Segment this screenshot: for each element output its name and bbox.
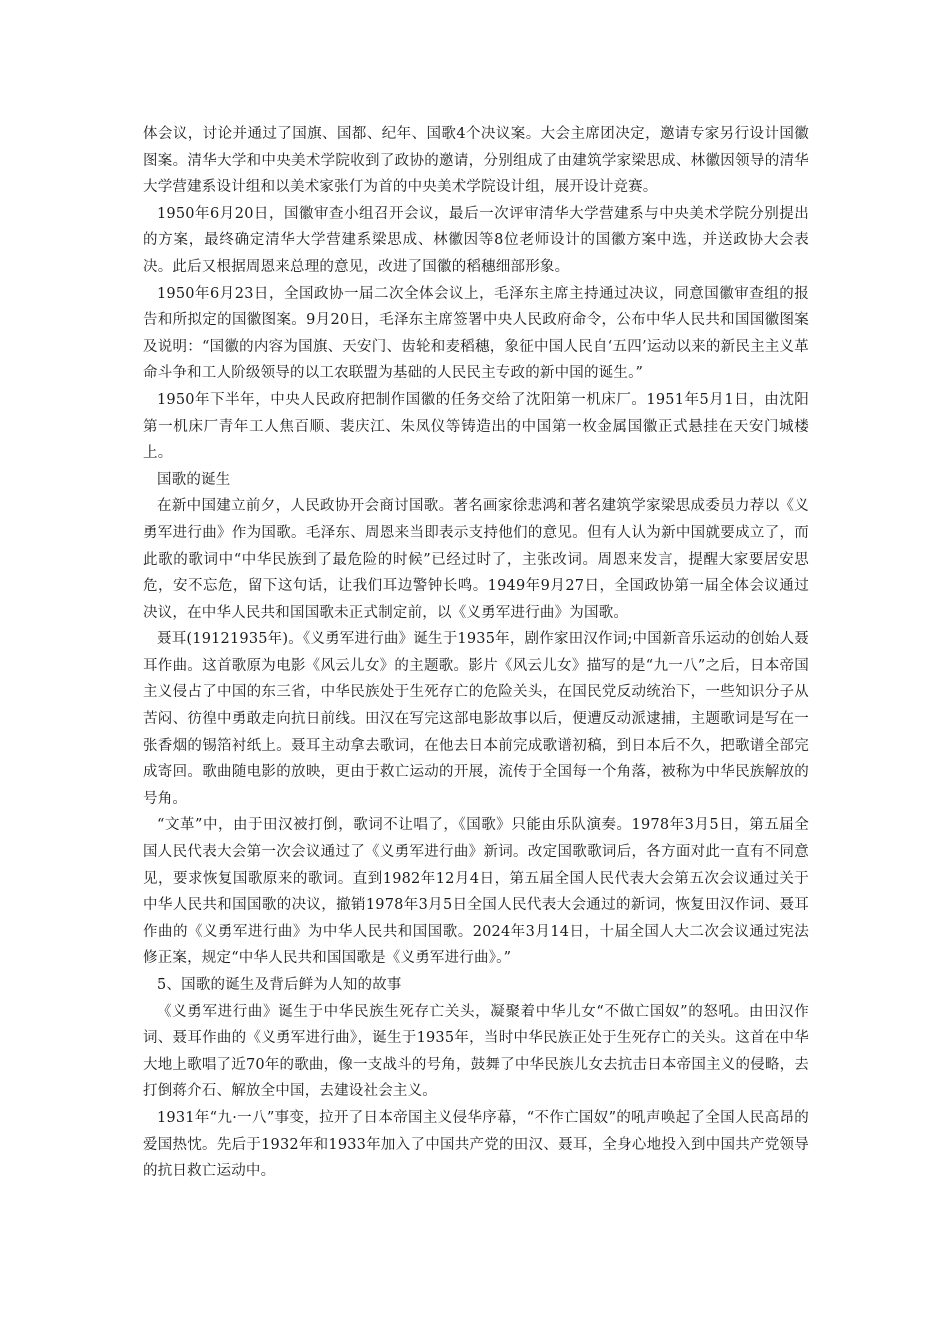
- paragraph-emblem-review: 1950年6月20日，国徽审查小组召开会议，最后一次评审清华大学营建系与中央美术学院分别提出的方案，最终确定清华大学营建系梁思成、林徽因等8位老师设计的国徽方案中选，并送政协大会表决。此后又根据周恩来总理的意见，改进了国徽的稻穗细部形象。: [143, 205, 809, 275]
- paragraph-nie-er: 聂耳(19121935年)。《义勇军进行曲》诞生于1935年，剧作家田汉作词;中国新音乐运动的创始人聂耳作曲。这首歌原为电影《风云儿女》的主题歌。影片《风云儿女》描写的是“九一八”之后，日本帝国主义侵占了中国的东三省，中华民族处于生死存亡的危险关头，在国民党反动统治下，一些知识分子从苦闷、彷徨中勇敢走向抗日前线。田汉在写完这部电影故事以后，便遭反动派逮捕，主题歌词是写在一张香烟的锡箔衬纸上。聂耳主动拿去歌词，在他去日本前完成歌谱初稿，到日本后不久，把歌谱全部完成寄回。歌曲随电影的放映，更由于救亡运动的开展，流传于全国每一个角落，被称为中华民族解放的号角。: [143, 631, 809, 807]
- paragraph-sept-18: 1931年“九·一八”事变，拉开了日本帝国主义侵华序幕，“不作亡国奴”的吼声唤起了全国人民高昂的爱国热忱。先后于1932年和1933年加入了中国共产党的田汉、聂耳，全身心地投入到中国共产党领导的抗日救亡运动中。: [143, 1109, 809, 1180]
- paragraph-emblem-manufacture: 1950年下半年，中央人民政府把制作国徽的任务交给了沈阳第一机床厂。1951年5月1日，由沈阳第一机床厂青年工人焦百顺、裴庆江、朱凤仪等铸造出的中国第一枚金属国徽正式悬挂在天安门城楼上。: [143, 391, 809, 462]
- section-heading-anthem-birth: 国歌的诞生: [157, 471, 231, 488]
- paragraph-cultural-revolution: “文革”中，由于田汉被打倒，歌词不让唱了，《国歌》只能由乐队演奏。1978年3月5日，第五届全国人民代表大会第一次会议通过了《义勇军进行曲》新词。改定国歌歌词后，各方面对此一直有不同意见，要求恢复国歌原来的歌词。直到1982年12月4日，第五届全国人民代表大会第五次会议通过关于中华人民共和国国歌的决议，撤销1978年3月5日全国人民代表大会通过的新词，恢复田汉作词、聂耳作曲的《义勇军进行曲》为中华人民共和国国歌。2024年3月14日，十届全国人大二次会议通过宪法修正案，规定“中华人民共和国国歌是《义勇军进行曲》。”: [143, 817, 809, 967]
- section-heading-anthem-story: 5、国歌的诞生及背后鲜为人知的故事: [157, 977, 402, 993]
- paragraph-emblem-adoption: 1950年6月23日，全国政协一届二次全体会议上，毛泽东主席主持通过决议，同意国徽审查组的报告和所拟定的国徽图案。9月20日，毛泽东主席签署中央人民政府命令，公布中华人民共和国国徽图案及说明：“国徽的内容为国旗、天安门、齿轮和麦稻穗，象征中国人民自‘五四’运动以来的新民主主义革命斗争和工人阶级领导的以工农联盟为基础的人民民主专政的新中国的诞生。”: [143, 285, 809, 382]
- paragraph-march-origin: 《义勇军进行曲》诞生于中华民族生死存亡关头，凝聚着中华儿女“不做亡国奴”的怒吼。由田汉作词、聂耳作曲的《义勇军进行曲》，诞生于1935年，当时中华民族正处于生死存亡的关头。这首在中华大地上歌唱了近70年的歌曲，像一支战斗的号角，鼓舞了中华民族儿女去抗击日本帝国主义的侵略，去打倒蒋介石、解放全中国，去建设社会主义。: [143, 1003, 809, 1100]
- paragraph-anthem-selection: 在新中国建立前夕，人民政协开会商讨国歌。著名画家徐悲鸿和著名建筑学家梁思成委员力荐以《义勇军进行曲》作为国歌。毛泽东、周恩来当即表示支持他们的意见。但有人认为新中国就要成立了，而此歌的歌词中“中华民族到了最危险的时候”已经过时了，主张改词。周恩来发言，提醒大家要居安思危，安不忘危，留下这句话，让我们耳边警钟长鸣。1949年9月27日，全国政协第一届全体会议通过决议，在中华人民共和国国歌未正式制定前，以《义勇军进行曲》为国歌。: [143, 498, 809, 621]
- document-body: [143, 121, 809, 1185]
- paragraph-continuation: 体会议，讨论并通过了国旗、国都、纪年、国歌4个决议案。大会主席团决定，邀请专家另行设计国徽图案。清华大学和中央美术学院收到了政协的邀请，分别组成了由建筑学家梁思成、林徽因领导的清华大学营建系设计组和以美术家张仃为首的中央美术学院设计组，展开设计竞赛。: [143, 126, 809, 196]
